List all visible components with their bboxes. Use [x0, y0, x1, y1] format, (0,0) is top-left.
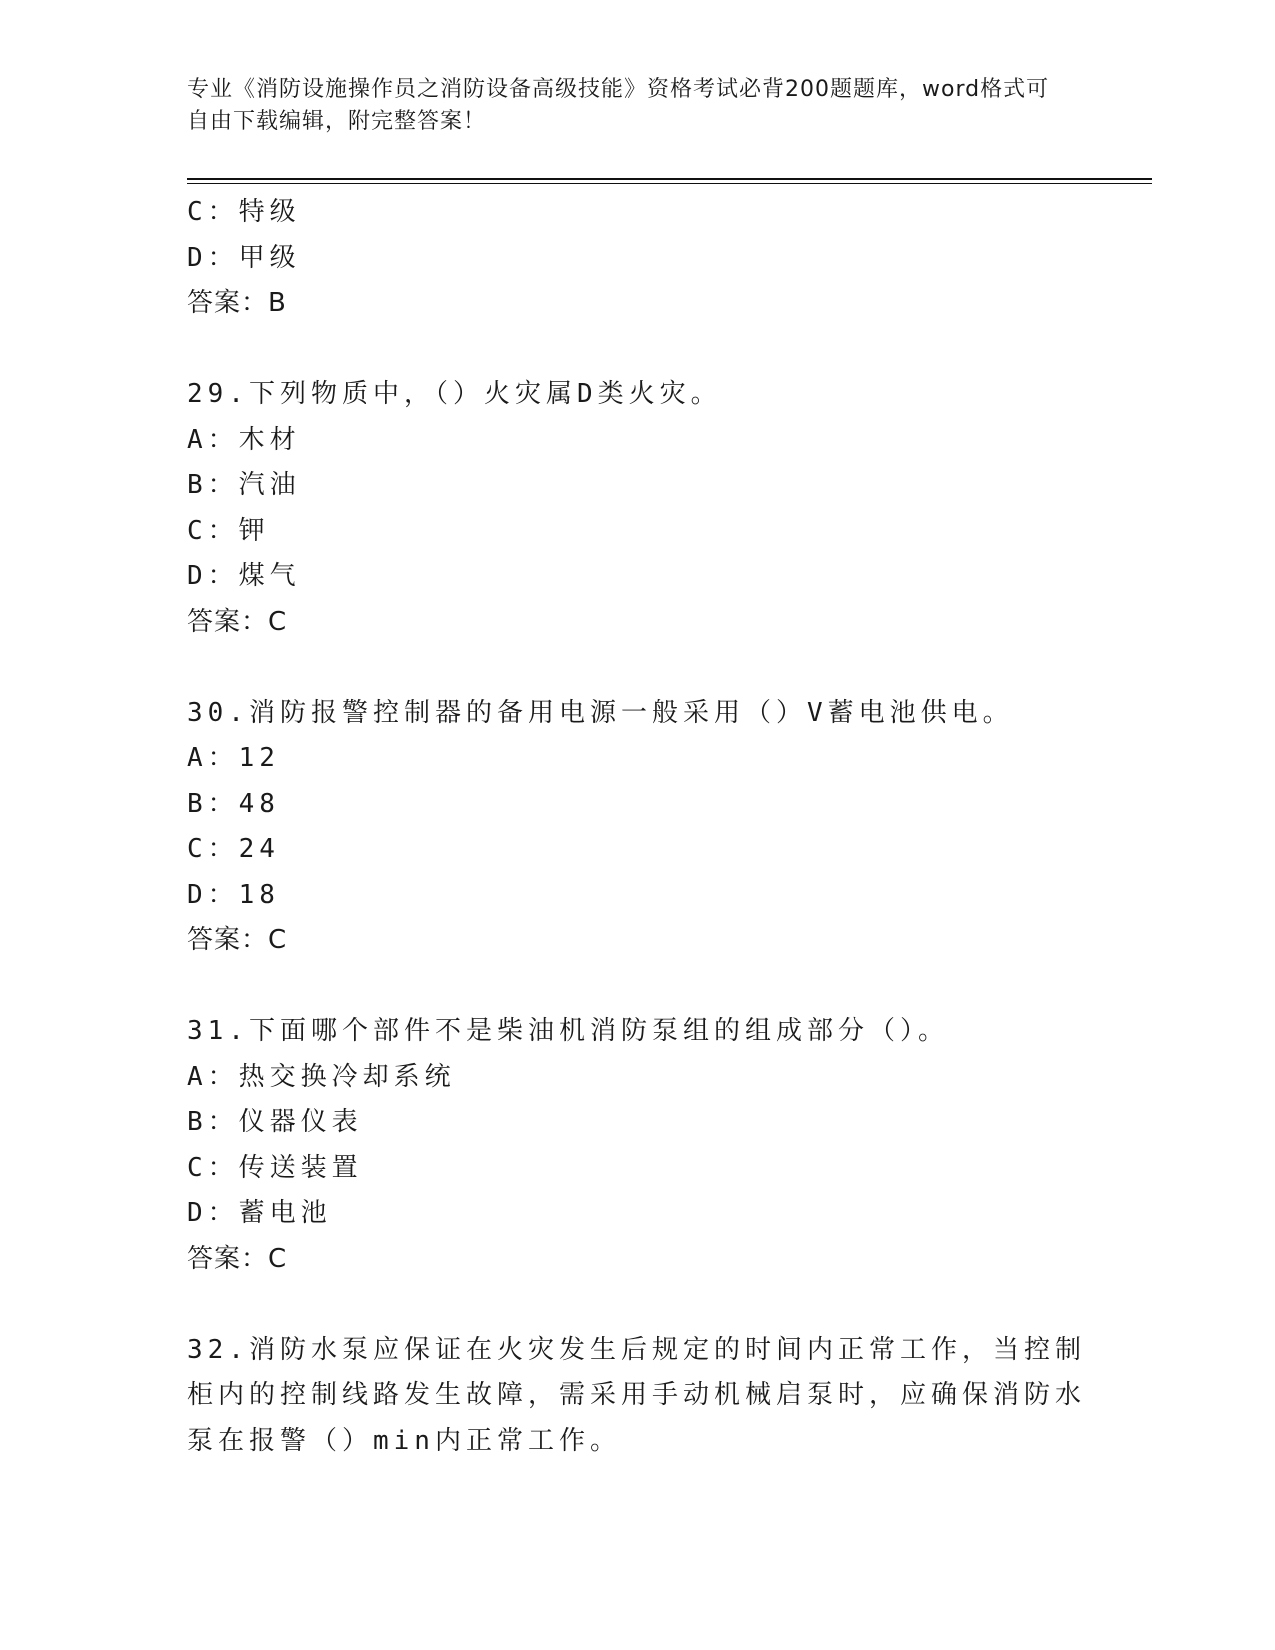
option-a: A：热交换冷却系统: [187, 1061, 456, 1092]
spacer: [187, 1282, 1087, 1328]
answer: 答案：C: [187, 925, 288, 955]
question-stem: 29.下列物质中，（）火灾属D类火灾。: [187, 379, 722, 409]
header-rule-thin: [187, 183, 1152, 184]
question-28-fragment: [187, 190, 1087, 327]
spacer: [187, 327, 1087, 373]
option-a: A：12: [187, 743, 280, 773]
question-32: [187, 1328, 1087, 1465]
option-b: B：仪器仪表: [187, 1107, 363, 1137]
question-29: [187, 372, 1087, 645]
option-c: C：特级: [187, 197, 301, 227]
question-31: [187, 1009, 1087, 1282]
question-30: [187, 691, 1087, 964]
header-rule: [187, 178, 1152, 180]
answer: 答案：B: [187, 288, 287, 318]
question-stem: 32.消防水泵应保证在火灾发生后规定的时间内正常工作，当控制柜内的控制线路发生故障，需采用手动机械启泵时，应确保消防水泵在报警（）min内正常工作。: [187, 1334, 1087, 1456]
question-stem: 30.消防报警控制器的备用电源一般采用（）V蓄电池供电。: [187, 697, 1014, 728]
option-d: D：18: [187, 879, 280, 910]
option-c: C：钾: [187, 515, 270, 546]
question-stem: 31.下面哪个部件不是柴油机消防泵组的组成部分（）。: [187, 1016, 949, 1046]
option-b: B：汽油: [187, 470, 301, 500]
answer: 答案：C: [187, 606, 288, 637]
option-c: C：24: [187, 834, 280, 864]
option-d: D：煤气: [187, 561, 301, 591]
spacer: [187, 964, 1087, 1010]
option-c: C：传送装置: [187, 1152, 363, 1183]
option-d: D：甲级: [187, 242, 301, 273]
question-list: [187, 190, 1087, 1464]
answer: 答案：C: [187, 1243, 288, 1274]
option-a: A：木材: [187, 424, 301, 455]
option-b: B：48: [187, 788, 280, 819]
option-d: D：蓄电池: [187, 1198, 332, 1228]
document-header: 专业《消防设施操作员之消防设备高级技能》资格考试必背200题题库，word格式可自由下载编辑，附完整答案！: [187, 77, 1050, 134]
spacer: [187, 645, 1087, 691]
